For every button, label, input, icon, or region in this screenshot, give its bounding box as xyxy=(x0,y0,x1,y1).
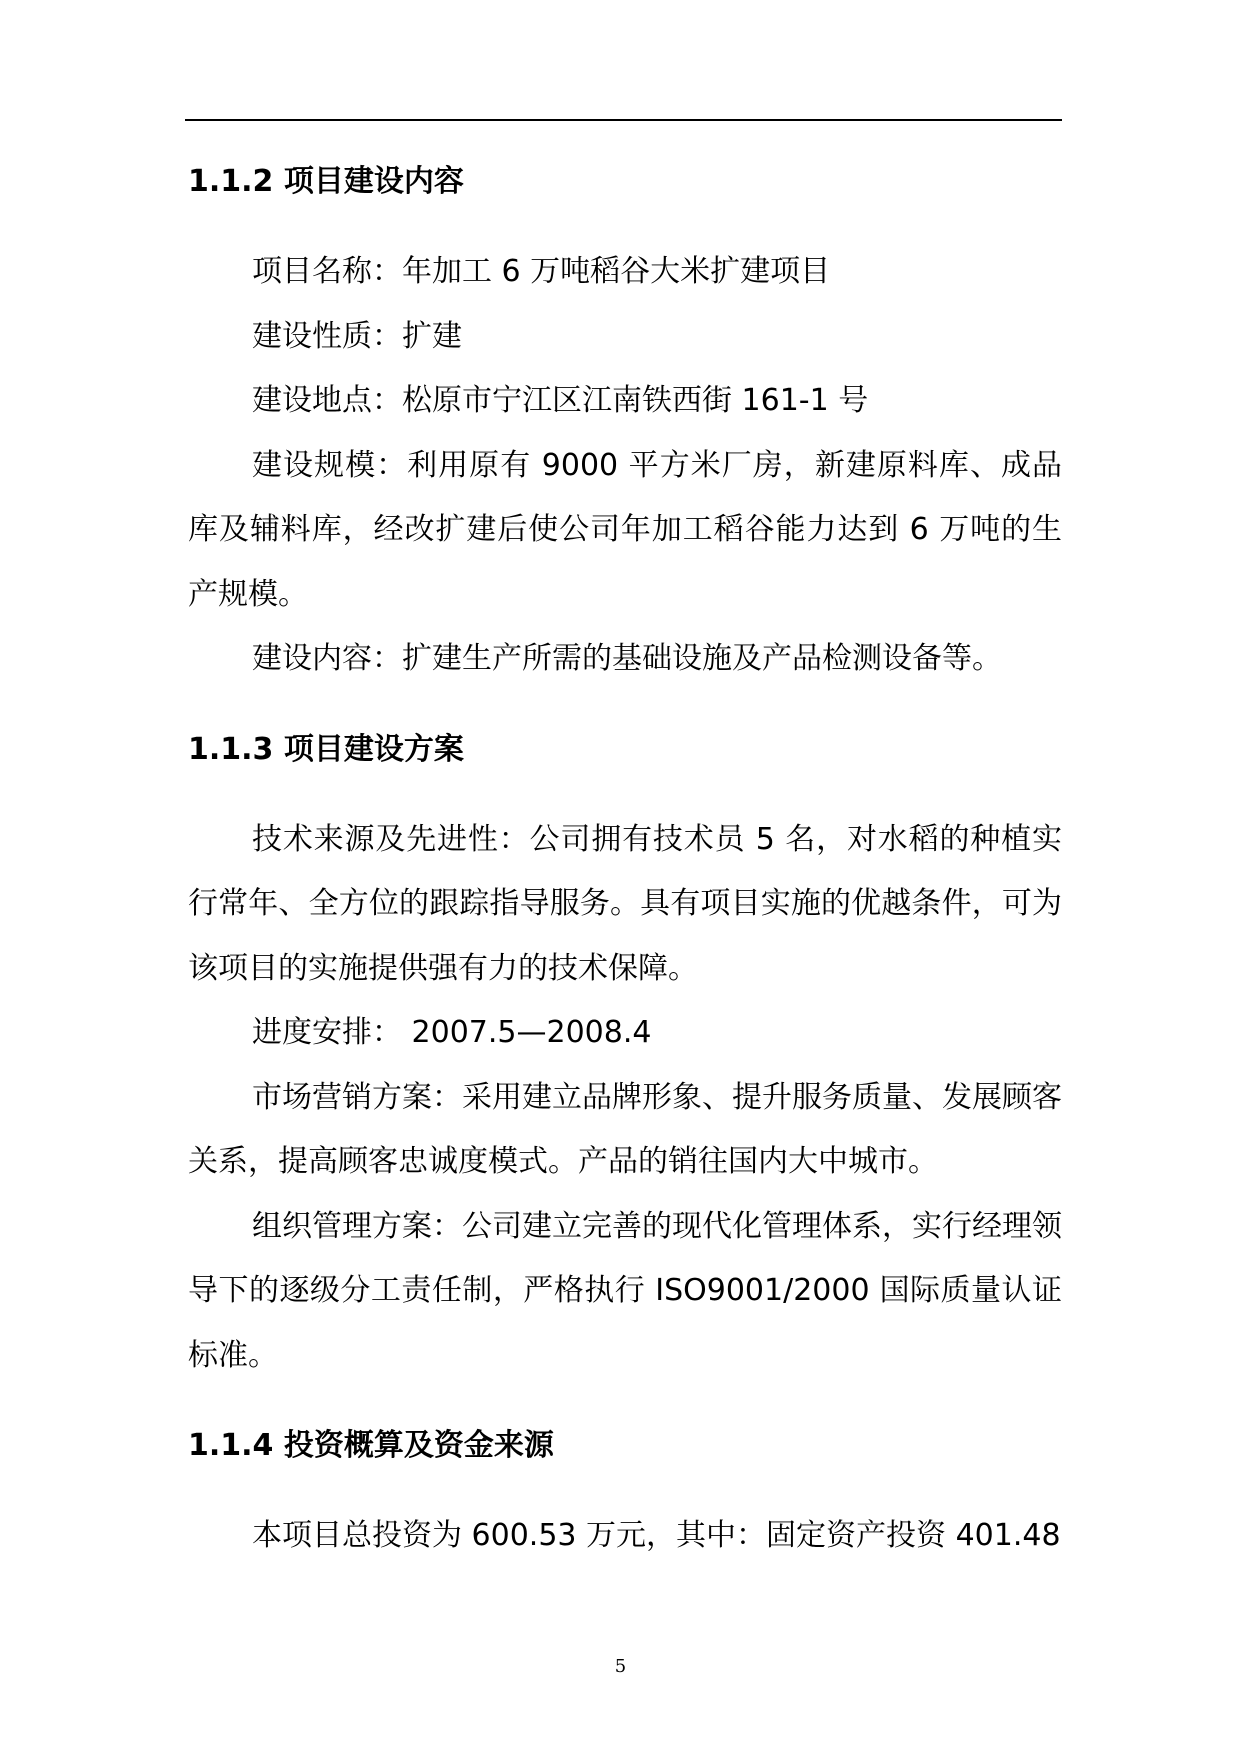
page-number: 5 xyxy=(614,1656,627,1677)
header-rule xyxy=(185,119,1062,121)
paragraph-construction-nature: 建设性质：扩建 xyxy=(252,318,462,354)
paragraph-technology-source: 技术来源及先进性：公司拥有技术员 5 名，对水稻的种植实行常年、全方位的跟踪指导服务。具有项目实施的优越条件，可为该项目的实施提供强有力的技术保障。 xyxy=(188,821,1062,986)
section-heading-1-1-2: 1.1.2 项目建设内容 xyxy=(188,164,464,199)
section-heading-1-1-4: 1.1.4 投资概算及资金来源 xyxy=(188,1428,554,1463)
paragraph-marketing-plan: 市场营销方案：采用建立品牌形象、提升服务质量、发展顾客关系，提高顾客忠诚度模式。产品的销往国内大中城市。 xyxy=(188,1079,1062,1179)
paragraph-construction-scale: 建设规模：利用原有 9000 平方米厂房，新建原料库、成品库及辅料库，经改扩建后使公司年加工稻谷能力达到 6 万吨的生产规模。 xyxy=(188,447,1062,612)
paragraph-organization-plan: 组织管理方案：公司建立完善的现代化管理体系，实行经理领导下的逐级分工责任制，严格执行 ISO9001/2000 国际质量认证标准。 xyxy=(188,1208,1062,1373)
paragraph-schedule: 进度安排： 2007.5—2008.4 xyxy=(252,1015,652,1050)
document-body xyxy=(188,150,1062,1569)
paragraph-construction-location: 建设地点：松原市宁江区江南铁西街 161-1 号 xyxy=(252,383,869,418)
paragraph-total-investment: 本项目总投资为 600.53 万元，其中：固定资产投资 401.48 xyxy=(252,1518,1061,1553)
paragraph-project-name: 项目名称：年加工 6 万吨稻谷大米扩建项目 xyxy=(252,254,831,289)
section-heading-1-1-3: 1.1.3 项目建设方案 xyxy=(188,731,464,767)
paragraph-construction-content: 建设内容：扩建生产所需的基础设施及产品检测设备等。 xyxy=(252,641,1002,676)
